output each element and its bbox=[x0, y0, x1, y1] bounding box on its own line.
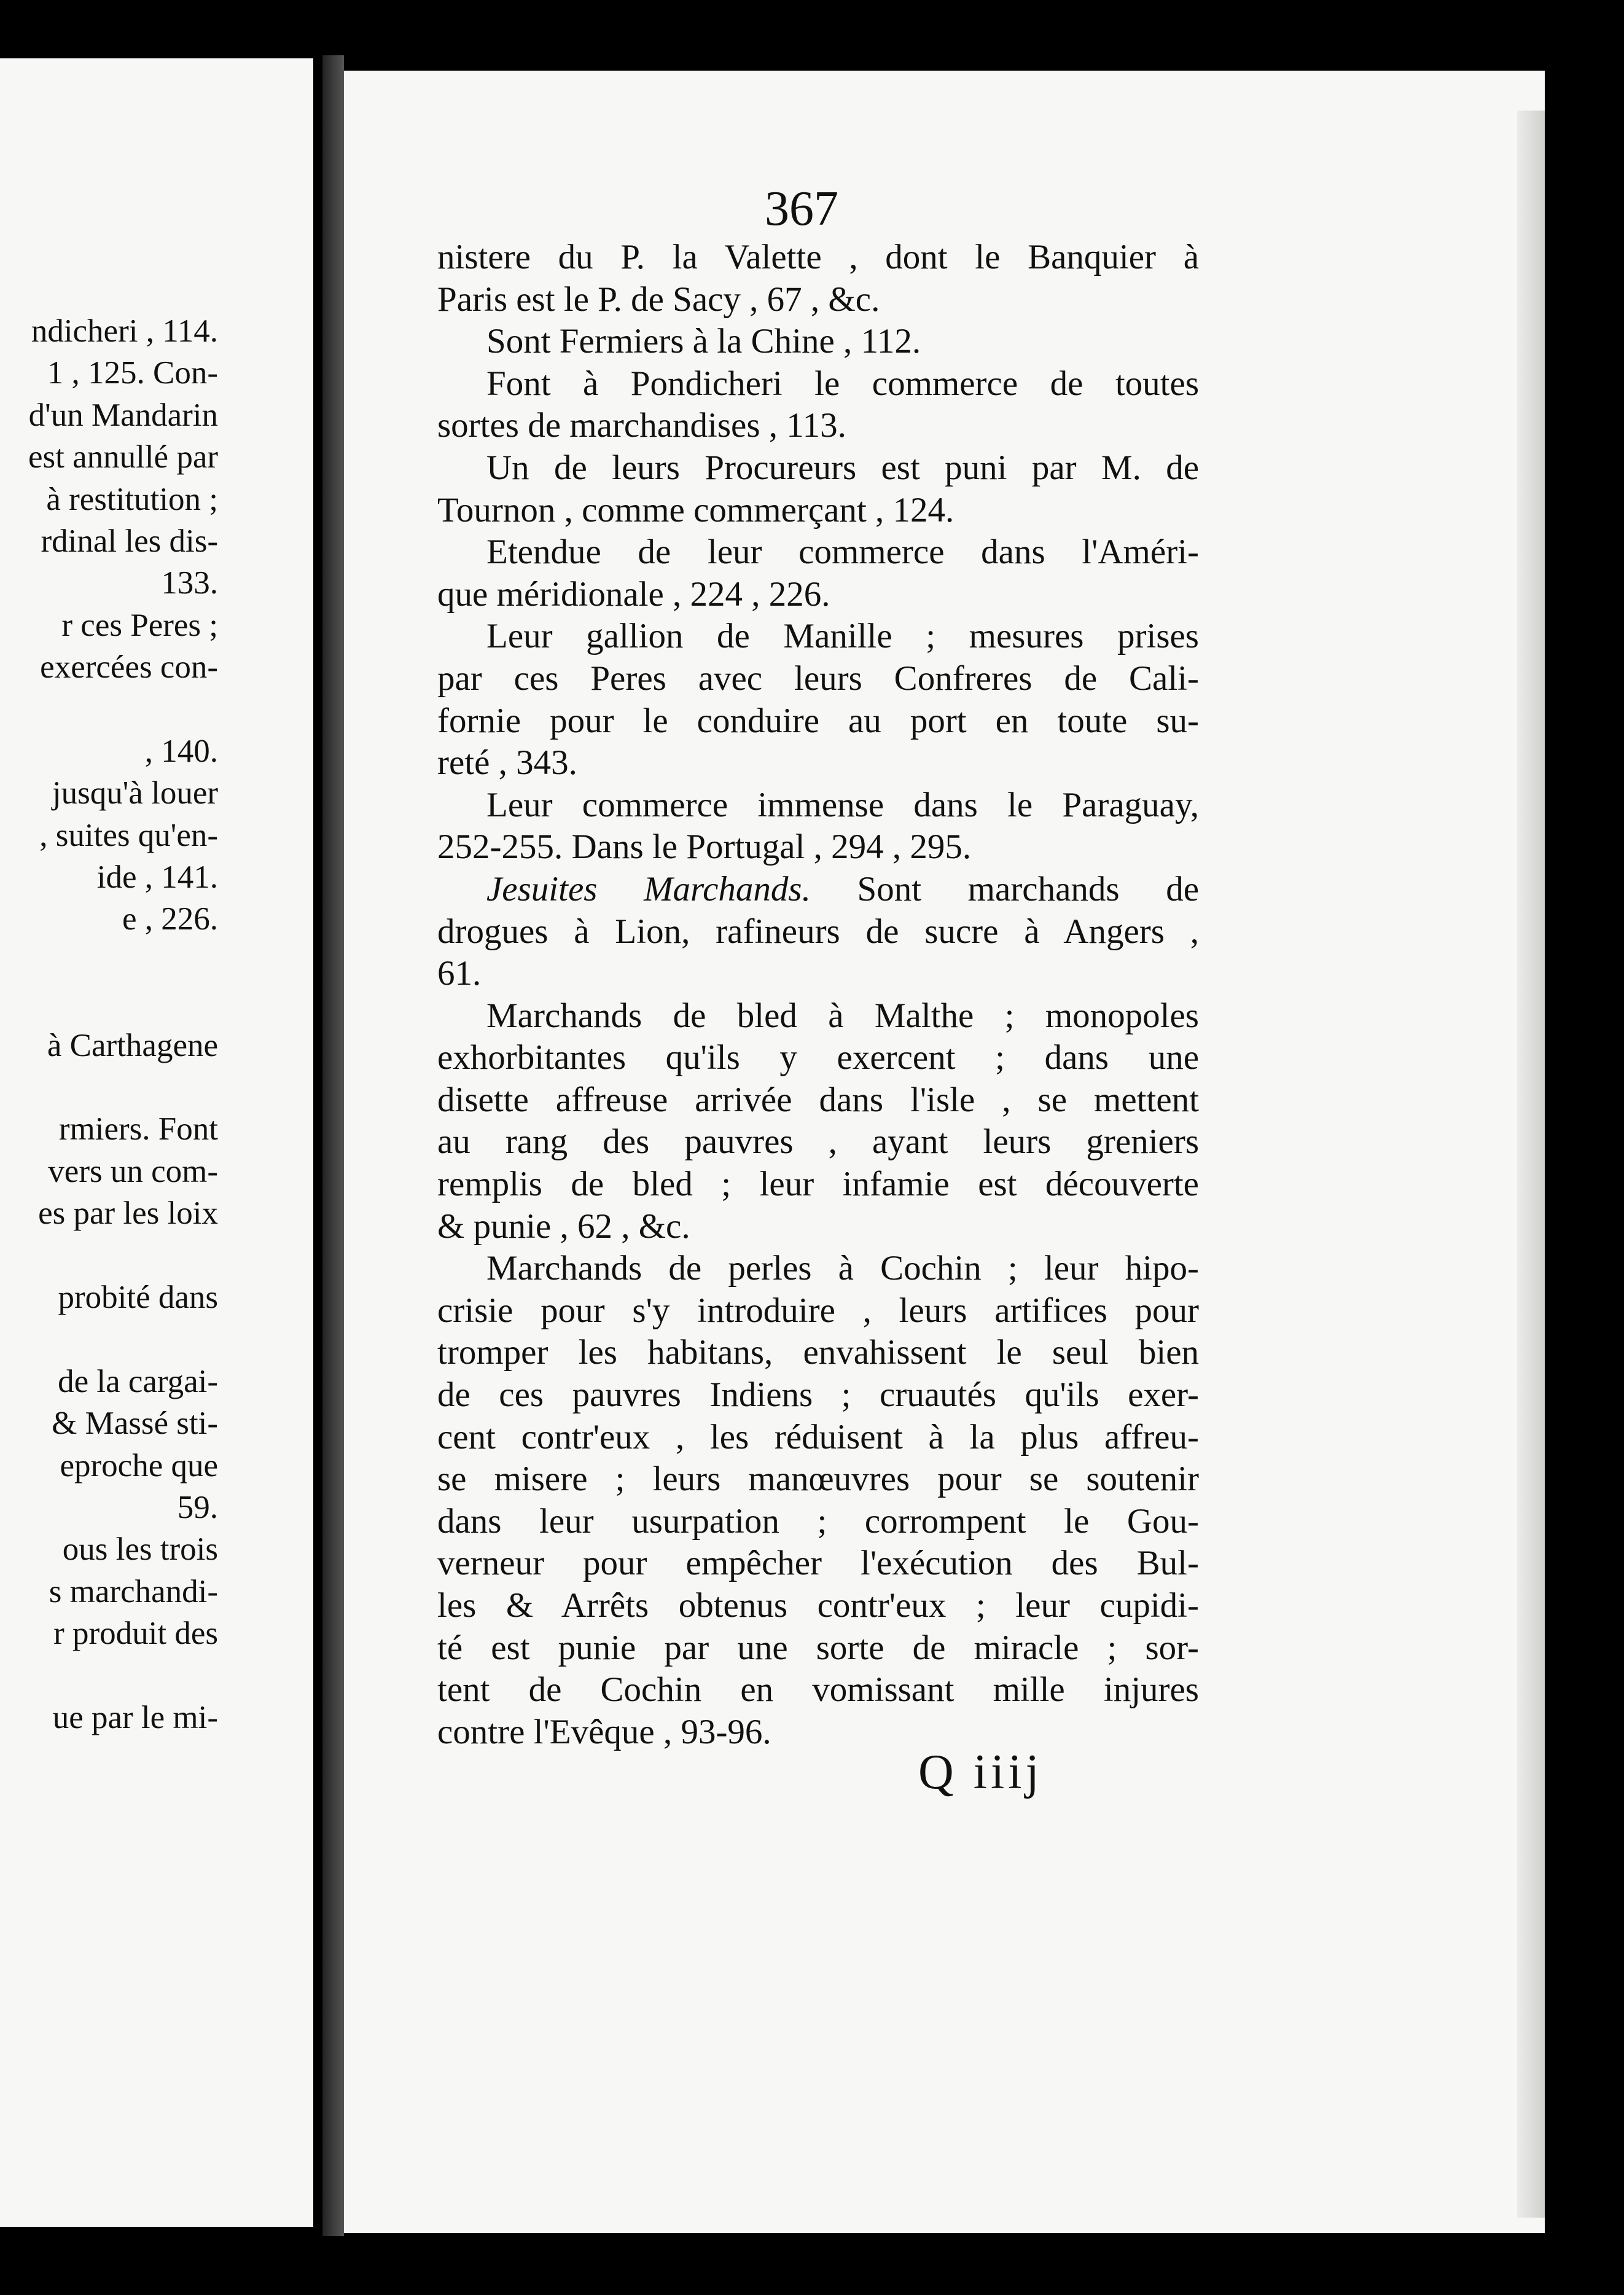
left-page-line: à restitution ; bbox=[46, 481, 218, 517]
left-page-line: e , 226. bbox=[122, 901, 218, 937]
left-page-text bbox=[0, 310, 218, 1738]
italic-heading: Jesuites Marchands. bbox=[486, 869, 811, 909]
left-page-line: d'un Mandarin bbox=[28, 397, 218, 433]
left-page-line: vers un com- bbox=[48, 1153, 218, 1189]
index-line: cent contr'eux , les réduisent à la plus affreu- bbox=[437, 1417, 1199, 1456]
left-page-line: jusqu'à louer bbox=[52, 775, 218, 811]
index-entries bbox=[437, 237, 1199, 1753]
index-line: Sont Fermiers à la Chine , 112. bbox=[486, 322, 921, 361]
left-page-line: es par les loix bbox=[38, 1195, 218, 1232]
index-line: drogues à Lion, rafineurs de sucre à Angers , bbox=[437, 912, 1199, 951]
left-page-line: , suites qu'en- bbox=[39, 817, 218, 853]
index-line: que méridionale , 224 , 226. bbox=[437, 574, 830, 614]
index-line: sortes de marchandises , 113. bbox=[437, 406, 846, 445]
index-line: & punie , 62 , &c. bbox=[437, 1206, 690, 1246]
left-page-line: ous les trois bbox=[62, 1531, 218, 1568]
index-line: tromper les habitans, envahissent le seul bien bbox=[437, 1333, 1199, 1372]
index-line: par ces Peres avec leurs Confreres de Cali- bbox=[437, 659, 1199, 698]
left-page-line: r produit des bbox=[53, 1616, 218, 1652]
left-page-line: à Carthagene bbox=[47, 1027, 218, 1063]
left-page-line: ndicheri , 114. bbox=[31, 313, 218, 349]
left-page-line: s marchandi- bbox=[49, 1573, 218, 1609]
left-page-line: ide , 141. bbox=[96, 859, 218, 896]
index-line: Jesuites Marchands. Sont marchands de bbox=[486, 869, 1199, 909]
index-line: dans leur usurpation ; corrompent le Gou- bbox=[437, 1501, 1199, 1541]
left-page-line bbox=[0, 1235, 218, 1277]
index-line: fornie pour le conduire au port en toute su- bbox=[437, 701, 1199, 740]
index-line: nistere du P. la Valette , dont le Banquier à bbox=[437, 238, 1199, 276]
signature-mark: Q iiij bbox=[918, 1745, 1043, 1799]
index-line: les & Arrêts obtenus contr'eux ; leur cupidi- bbox=[437, 1586, 1199, 1625]
index-line: 61. bbox=[437, 954, 482, 993]
index-line: au rang des pauvres , ayant leurs greniers bbox=[437, 1122, 1199, 1162]
index-line: reté , 343. bbox=[437, 743, 577, 783]
index-line: crisie pour s'y introduire , leurs artifices pour bbox=[437, 1291, 1199, 1330]
left-page-line: rmiers. Font bbox=[58, 1111, 218, 1148]
left-page-line: rdinal les dis- bbox=[41, 523, 218, 559]
index-line: Tournon , comme commerçant , 124. bbox=[437, 490, 954, 530]
index-line: tent de Cochin en vomissant mille injures bbox=[437, 1670, 1199, 1710]
left-page-line: exercées con- bbox=[40, 649, 218, 686]
left-page-line: & Massé sti- bbox=[52, 1406, 218, 1442]
left-page-line: , 140. bbox=[144, 733, 218, 769]
index-line: Marchands de bled à Malthe ; monopoles bbox=[486, 996, 1199, 1035]
index-line: Un de leurs Procureurs est puni par M. de bbox=[486, 448, 1199, 487]
left-page-line bbox=[0, 1655, 218, 1697]
left-page-line bbox=[0, 1066, 218, 1108]
index-line: Marchands de perles à Cochin ; leur hipo- bbox=[486, 1249, 1199, 1288]
index-line: té est punie par une sorte de miracle ; sor- bbox=[437, 1628, 1199, 1667]
page-number: 367 bbox=[765, 182, 838, 236]
left-page-line: eproche que bbox=[60, 1447, 218, 1484]
index-line: exhorbitantes qu'ils y exercent ; dans une bbox=[437, 1038, 1199, 1077]
left-page-line bbox=[0, 940, 218, 982]
index-line: contre l'Evêque , 93-96. bbox=[437, 1712, 771, 1751]
left-page-line: r ces Peres ; bbox=[61, 607, 218, 643]
left-page bbox=[0, 58, 313, 2227]
index-line: Paris est le P. de Sacy , 67 , &c. bbox=[437, 280, 880, 319]
index-line: Leur commerce immense dans le Paraguay, bbox=[486, 785, 1199, 824]
page-edge bbox=[1517, 111, 1545, 2218]
left-page-line: 133. bbox=[161, 565, 218, 601]
book-gutter bbox=[322, 55, 344, 2236]
left-page-line: 59. bbox=[177, 1489, 218, 1525]
left-page-line: de la cargai- bbox=[58, 1363, 218, 1399]
left-page-line bbox=[0, 689, 218, 730]
index-line: 252-255. Dans le Portugal , 294 , 295. bbox=[437, 827, 972, 867]
index-line: Font à Pondicheri le commerce de toutes bbox=[486, 364, 1199, 403]
left-page-line: probité dans bbox=[58, 1279, 218, 1315]
left-page-line bbox=[0, 1318, 218, 1360]
index-line: remplis de bled ; leur infamie est découverte bbox=[437, 1165, 1199, 1204]
index-line: Etendue de leur commerce dans l'Améri- bbox=[486, 533, 1199, 572]
index-line: verneur pour empêcher l'exécution des Bul- bbox=[437, 1544, 1199, 1583]
index-line: se misere ; leurs manœuvres pour se soutenir bbox=[437, 1460, 1199, 1499]
index-line: Leur gallion de Manille ; mesures prises bbox=[486, 617, 1199, 656]
left-page-line bbox=[0, 982, 218, 1024]
index-line: de ces pauvres Indiens ; cruautés qu'ils exer- bbox=[437, 1375, 1199, 1415]
left-page-line: est annullé par bbox=[28, 439, 218, 475]
left-page-line: ue par le mi- bbox=[52, 1699, 218, 1735]
index-line: disette affreuse arrivée dans l'isle , se mettent bbox=[437, 1080, 1199, 1119]
left-page-line: 1 , 125. Con- bbox=[47, 355, 218, 391]
